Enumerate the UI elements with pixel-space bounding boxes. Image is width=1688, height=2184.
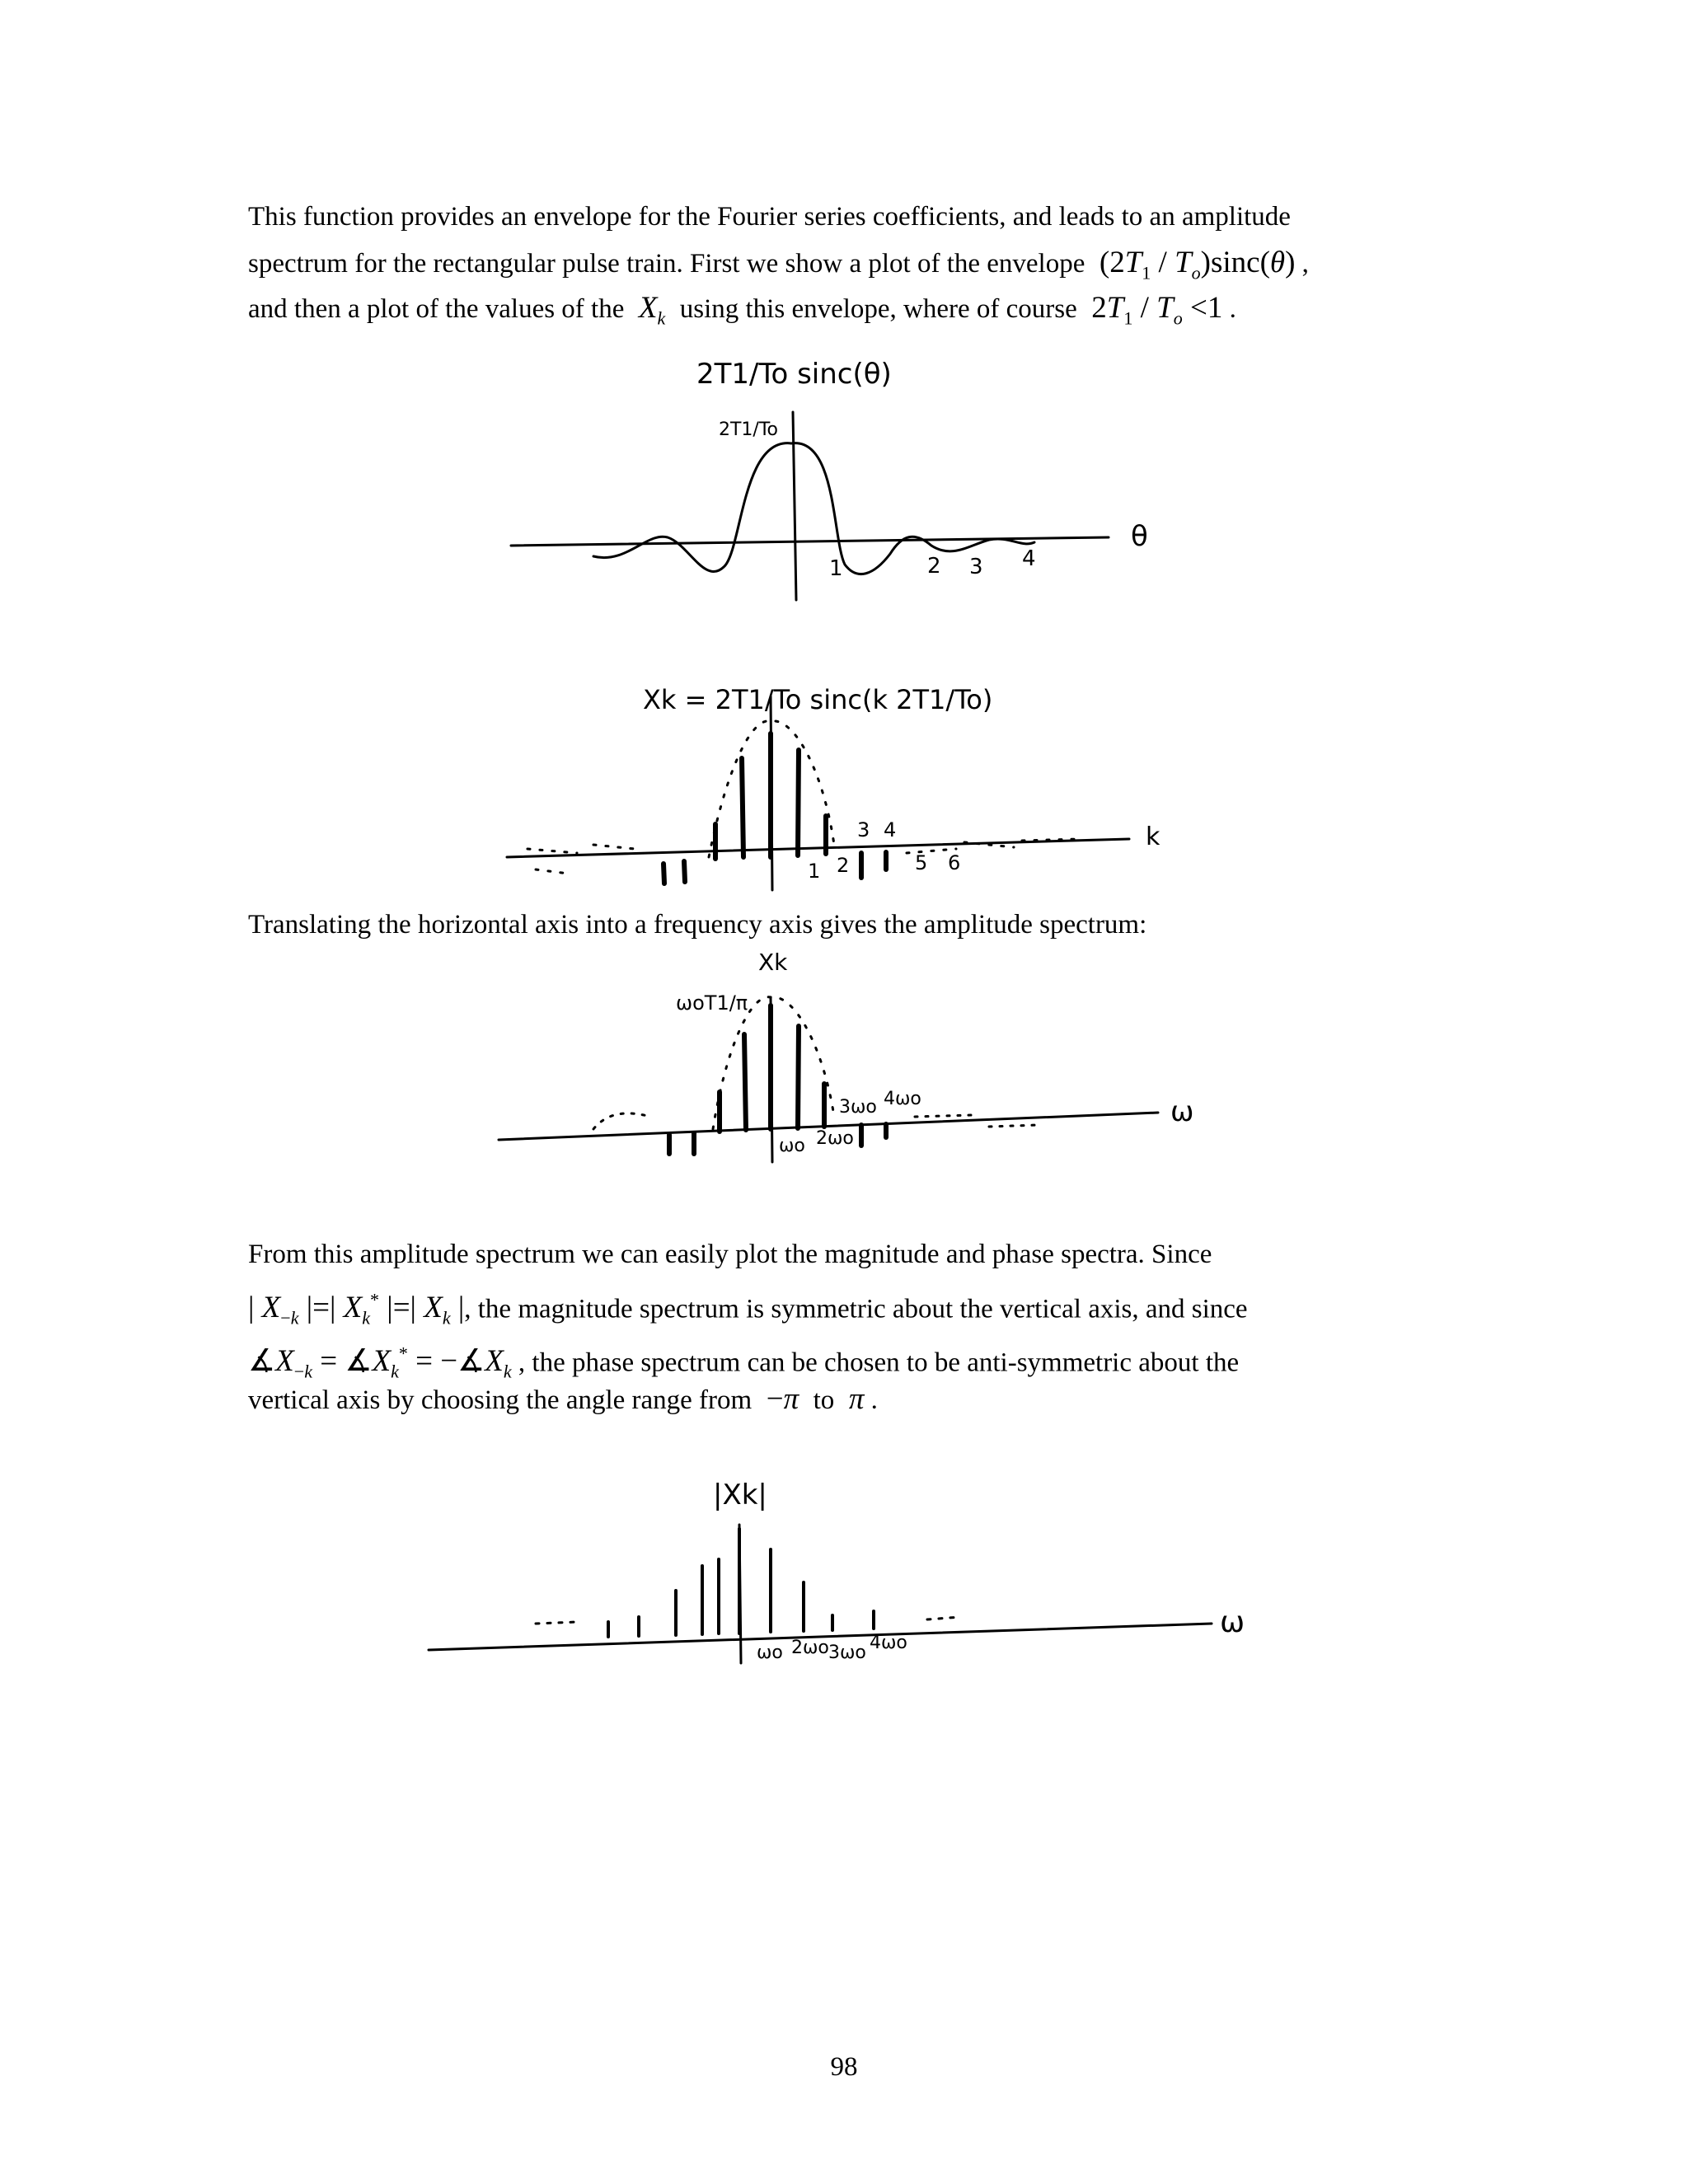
pi: π (848, 1382, 865, 1416)
tick-label: 2 (927, 554, 941, 579)
condition-formula: $2T_1 / T_o <1$ (1084, 291, 1223, 329)
paragraph-magnitude-phase (248, 1232, 1443, 1422)
minus-pi: −π (758, 1382, 799, 1416)
magnitude-equation: | $X_{-k}$ |=| $X_k^*$ |=| $X_k$ | (248, 1290, 465, 1329)
paragraph-text: and then a plot of the values of the (248, 294, 625, 324)
phase-equation: $∡X_{-k}$ = $∡X_k^*$ = $-∡X_k$ (248, 1343, 512, 1382)
figure-amplitude-spectrum (0, 944, 1688, 1183)
paragraph-text: spectrum for the rectangular pulse train. First we show a plot of the envelope (248, 249, 1085, 279)
y-axis-label: |Xk| (713, 1479, 767, 1511)
paragraph-line: Translating the horizontal axis into a frequency axis gives the amplitude spectrum: (248, 910, 1147, 940)
ellipsis-dots (536, 1617, 960, 1624)
tick-label: 4ωo (884, 1089, 921, 1109)
tick-label: 2 (837, 854, 850, 877)
tick-label: 3ωo (828, 1643, 866, 1663)
magnitude-lines (608, 1529, 874, 1637)
tail-dotted (528, 839, 1080, 874)
vertical-axis (793, 412, 796, 600)
figure-magnitude-spectrum (0, 1467, 1688, 1673)
paragraph-line: From this amplitude spectrum we can easily plot the magnitude and phase spectra. Since (248, 1240, 1212, 1269)
envelope-dotted (713, 997, 834, 1129)
tick-label: 1 (808, 860, 821, 883)
envelope-formula: $(2T_1 / T_o)\sin c(\theta)$ (1091, 246, 1296, 284)
tick-label: 2ωo (791, 1638, 829, 1658)
axis-label: ω (1170, 1095, 1194, 1128)
tick-label: 6 (948, 851, 961, 874)
tick-label: ωo (757, 1643, 783, 1663)
paragraph-line: and then a plot of the values of the $X_k$ using this envelope, where of course $2T_1 / T_o <1$ . (248, 291, 1236, 329)
paragraph-text: using this envelope, where of course (679, 294, 1077, 324)
paragraph-line (248, 1277, 1443, 1329)
figure-title: Xk = 2T1/To sinc(k 2T1/To) (643, 684, 993, 715)
paragraph-line: This function provides an envelope for the Fourier series coefficients, and leads to an amplitude (248, 202, 1291, 232)
k-axis (507, 839, 1129, 857)
peak-label: 2T1/To (719, 419, 779, 440)
paragraph-line (248, 1331, 1443, 1382)
paragraph-text: , the magnitude spectrum is symmetric about the vertical axis, and since (464, 1294, 1248, 1324)
paragraph-text: vertical axis by choosing the angle range from (248, 1385, 753, 1415)
tick-label: 4 (884, 818, 897, 841)
axis-label: k (1146, 823, 1160, 851)
tick-label: ωo (779, 1136, 805, 1156)
paragraph-envelope (248, 194, 1443, 330)
tick-label: 1 (829, 556, 843, 581)
paragraph-translate (248, 902, 1443, 948)
paragraph-text: , the phase spectrum can be chosen to be anti-symmetric about the (518, 1347, 1240, 1378)
tick-label: 3ωo (839, 1097, 877, 1118)
xk-symbol: $X_k$ (638, 291, 666, 329)
paragraph-line: vertical axis by choosing the angle range from −π to π . (248, 1382, 878, 1416)
peak-label: ωoT1/π (676, 991, 748, 1015)
figure-title: 2T1/To sinc(θ) (696, 358, 892, 391)
page-number: 98 (830, 2052, 858, 2082)
y-axis-label: Xk (758, 949, 788, 976)
sinc-curve (593, 443, 1034, 574)
tick-label: 3 (857, 818, 870, 841)
tick-label: 4 (1022, 546, 1036, 571)
axis-label: ω (1220, 1605, 1245, 1639)
figure-sinc-envelope (0, 354, 1688, 610)
spectral-lines (663, 733, 886, 883)
paragraph-text: to (813, 1385, 835, 1415)
tick-label: 4ωo (870, 1633, 907, 1653)
tick-label: 2ωo (816, 1128, 854, 1149)
figure-xk-spectrum (0, 651, 1688, 898)
tick-label: 3 (969, 555, 983, 579)
axis-label: θ (1131, 520, 1148, 553)
tick-label: 5 (915, 851, 928, 874)
paragraph-line: spectrum for the rectangular pulse train. First we show a plot of the envelope $(2T_1 / T_o)\sin c(\theta)$ , (248, 246, 1309, 284)
